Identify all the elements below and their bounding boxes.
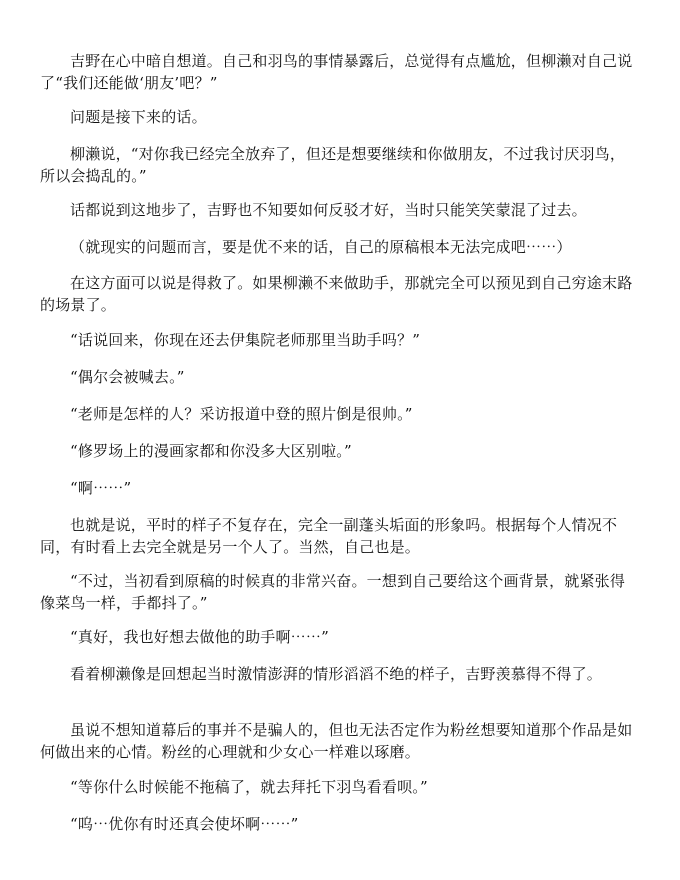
paragraph: 也就是说，平时的样子不复存在，完全一副蓬头垢面的形象吗。根据每个人情况不同，有时看上去完全就是另一个人了。当然，自己也是。 bbox=[40, 516, 618, 556]
paragraph: “修罗场上的漫画家都和你没多大区别啦。” bbox=[70, 442, 352, 460]
paragraph: “呜⋯优你有时还真会使坏啊⋯⋯” bbox=[70, 815, 299, 833]
paragraph: 虽说不想知道幕后的事并不是骗人的，但也无法否定作为粉丝想要知道那个作品是如何做出来的心情。粉丝的心理就和少女心一样难以琢磨。 bbox=[40, 721, 633, 761]
paragraph: “真好，我也好想去做他的助手啊⋯⋯” bbox=[70, 628, 329, 646]
paragraph: “话说回来，你现在还去伊集院老师那里当助手吗？” bbox=[70, 331, 421, 349]
paragraph: 看着柳濑像是回想起当时激情澎湃的情形滔滔不绝的样子，吉野羡慕得不得了。 bbox=[70, 665, 603, 683]
paragraph: 柳濑说，“对你我已经完全放弃了，但还是想要继续和你做朋友，不过我讨厌羽鸟，所以会捣乱的。” bbox=[40, 145, 626, 185]
paragraph: “啊⋯⋯” bbox=[70, 479, 132, 497]
paragraph: “等你什么时候能不拖稿了，就去拜托下羽鸟看看呗。” bbox=[70, 778, 428, 796]
paragraph: 问题是接下来的话。 bbox=[70, 108, 207, 126]
paragraph: “偶尔会被喊去。” bbox=[70, 368, 185, 386]
paragraph: “老师是怎样的人？采访报道中登的照片倒是很帅。” bbox=[70, 405, 413, 423]
paragraph: 在这方面可以说是得救了。如果柳濑不来做助手，那就完全可以预见到自己穷途末路的场景了。 bbox=[40, 274, 633, 314]
paragraph: 话都说到这地步了，吉野也不知要如何反驳才好，当时只能笑笑蒙混了过去。 bbox=[70, 201, 587, 219]
paragraph: “不过，当初看到原稿的时候真的非常兴奋。一想到自己要给这个画背景，就紧张得像菜鸟一样，手都抖了。” bbox=[40, 572, 626, 612]
paragraph: （就现实的问题而言，要是优不来的话，自己的原稿根本无法完成吧⋯⋯） bbox=[70, 238, 572, 256]
paragraph: 吉野在心中暗自想道。自己和羽鸟的事情暴露后，总觉得有点尴尬，但柳濑对自己说了“我们还能做‘朋友’吧？” bbox=[40, 52, 633, 92]
